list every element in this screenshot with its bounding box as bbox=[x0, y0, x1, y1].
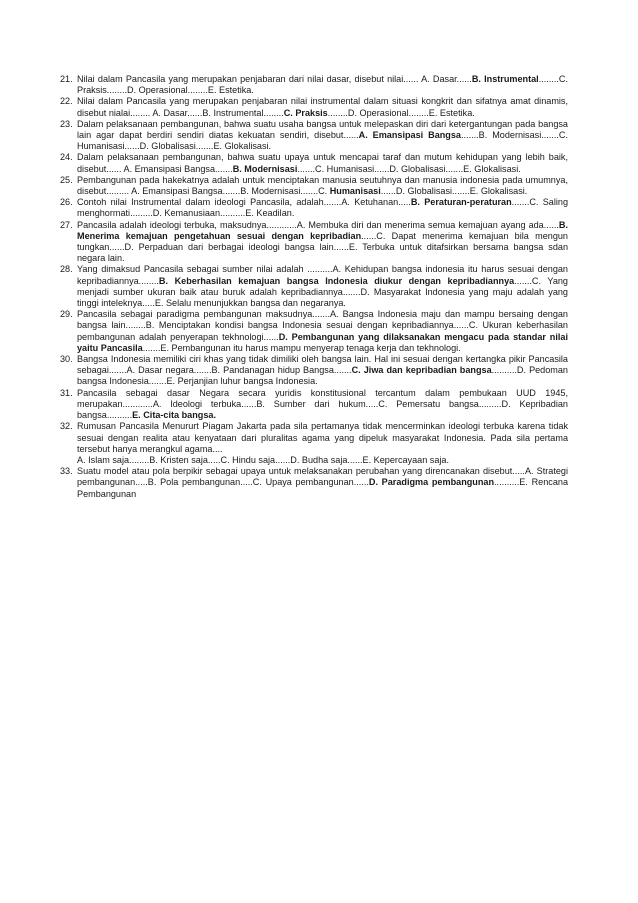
answer-key-text: B. Menerima kemajuan pengetahuan sesuai dengan kepribadian bbox=[77, 219, 568, 241]
question-text: ......C. Dapat menerima kemajuan bila mengun tungkan......D. Perpaduan dari berbagai ideologi bangsa lain......E. Terbuka untuk ditafsirkan bersama bangsa sdan negara lain. bbox=[77, 230, 568, 264]
answer-key-text: B. Peraturan-peraturan bbox=[410, 197, 512, 208]
question-text: .......C. Humanisasi......D. Globalisasi.......E. Glokalisasi. bbox=[297, 163, 521, 174]
question-text: Nilai dalam Pancasila yang merupakan penjabaran dari nilai dasar, disebut nilai...... A. Dasar...... bbox=[77, 74, 472, 84]
question-number: 21. bbox=[60, 74, 73, 84]
question-text: Suatu model atau pola berpikir sebagai upaya untuk melaksanakan perubahan yang direncanakan disebut.....A. Strategi pembangunan.....B. Pola pembangunan.....C. Upaya pembangunan...... bbox=[77, 466, 568, 488]
answer-key-text: C. Praksis bbox=[283, 107, 328, 118]
question-item bbox=[60, 466, 568, 500]
question-text: Yang dimaksud Pancasila sebagai sumber nilai adalah ..........A. Kehidupan bangsa indonesia itu harus sesuai dengan kepribadiannya........ bbox=[77, 264, 568, 286]
question-item bbox=[60, 421, 568, 466]
question-number: 24. bbox=[60, 152, 73, 163]
question-number: 30. bbox=[60, 354, 73, 365]
question-number: 22. bbox=[60, 96, 73, 107]
question-number: 25. bbox=[60, 174, 73, 185]
question-text: Dalam pelaksanaan pembangunan, bahwa suatu upaya untuk mencapai taraf dan mutum kehidupan yang lebih baik, disebut...... A. Emansipasi Bangsa....... bbox=[77, 152, 568, 174]
question-item bbox=[60, 264, 568, 309]
answer-key-text: C. Jiwa dan kepribadian bangsa bbox=[351, 365, 492, 376]
question-text: Pembangunan pada hakekatnya adalah untuk menciptakan manusia seutuhnya dan manusia indonesia pada umumnya, disebut......... A. Emansipasi Bangsa.......B. Modernisasi.......C. bbox=[77, 174, 568, 197]
answer-key-text: A. Emansipasi Bangsa bbox=[358, 130, 461, 141]
question-number: 26. bbox=[60, 197, 73, 208]
question-number: 32. bbox=[60, 421, 73, 432]
question-number: 23. bbox=[60, 118, 73, 129]
question-text: ..........D. Pedoman bangsa Indonesia.......E. Perjanjian luhur bangsa Indonesia. bbox=[77, 365, 568, 387]
question-text: ........D. Operasional........E. Estetika. bbox=[327, 107, 475, 118]
question-number: 33. bbox=[60, 466, 73, 477]
question-text: Pancasila sebagai paradigma pembangunan maksudnya.......A. Bangsa Indonesia maju dan mampu bersaing dengan bangsa lain........B. Menciptakan kondisi bangsa Indonesia sesuai dengan kepribadiannya......C. Ukuran keberhasilan pembangunan adalah penyerapan tekhnologi...... bbox=[77, 309, 568, 342]
question-text: ......D. Globalisasi.......E. Glokalisasi. bbox=[380, 186, 528, 197]
question-text: .......E. Pembangunan itu harus mampu menyerap tenaga kerja dan tekhnologi. bbox=[142, 342, 461, 353]
question-item bbox=[60, 96, 568, 118]
question-text: Pancasila sebagai dasar Negara secara yuridis konstitusional tercantum dalam pembukaan UUD 1945, merupakan............A. Ideologi terbuka......B. Sumber dari hukum.....C. Pemersatu bangsa.........D. Kepribadian bangsa.......... bbox=[77, 387, 568, 421]
question-text: Rumusan Pancasila Menururt Piagam Jakarta pada sila pertamanya tidak mencerminkan ideologi terbuka karena tidak sesuai dengan realita atau kenyataan dari pluralitas agama yang dipeluk masyarakat Indonesia. Pada sila pertama tersebut hanya merangkul agama.... A. Islam saja........B. Kristen saja.....C. Hindu saja......D. Budha saja......E. Kepercayaan saja. bbox=[77, 421, 568, 465]
question-text: Dalam pelaksanaan pembangunan, bahwa suatu usaha bangsa untuk melepaskan diri dari ketergantungan pada bangsa lain agar dapat berdiri sendiri diatas kekuatan sendiri, disebut...... bbox=[77, 118, 568, 141]
question-text: Contoh nilai Instrumental dalam ideologi Pancasila, adalah.......A. Ketuhanan..... bbox=[77, 197, 411, 208]
question-number: 28. bbox=[60, 264, 73, 275]
question-item bbox=[60, 152, 568, 174]
question-number: 31. bbox=[60, 387, 73, 398]
question-item bbox=[60, 309, 568, 354]
question-list bbox=[60, 74, 568, 500]
question-item bbox=[60, 197, 568, 219]
question-number: 27. bbox=[60, 219, 73, 230]
answer-key-text: E. Cita-cita bangsa. bbox=[132, 410, 216, 421]
question-number: 29. bbox=[60, 309, 73, 320]
question-text: ..........E. Rencana Pembangunan bbox=[77, 477, 568, 499]
answer-key-text: B. Instrumental bbox=[471, 74, 539, 84]
question-text: Bangsa Indonesia memiliki ciri khas yang tidak dimiliki oleh bangsa lain. Hal ini sesuai dengan kertangka pikir Pancasila sebagai.......A. Dasar negara.......B. Pandanagan hidup Bangsa....... bbox=[77, 354, 568, 376]
question-item bbox=[60, 220, 568, 265]
question-text: .......C. Saling menghormati.........D. Kemanusiaan..........E. Keadilan. bbox=[77, 197, 569, 219]
answer-key-text: Humanisasi bbox=[329, 186, 381, 197]
question-text: ........C. Praksis........D. Operasional........E. Estetika. bbox=[77, 74, 568, 96]
answer-key-text: B. Modernisasi bbox=[232, 163, 298, 174]
question-item bbox=[60, 388, 568, 422]
answer-key-text: D. Paradigma pembangunan bbox=[368, 477, 495, 488]
question-text: Pancasila adalah ideologi terbuka, maksudnya............A. Membuka diri dan menerima semua kemajuan ayang ada...... bbox=[77, 219, 559, 230]
question-text: Nilai dalam Pancasila yang merupakan penjabaran nilai instrumental dalam situasi kongkrit dan sifatnya amat dinamis, disebut nialai........ A. Dasar......B. Instrumental........ bbox=[77, 96, 568, 118]
question-item bbox=[60, 74, 568, 96]
question-item bbox=[60, 119, 568, 153]
question-item bbox=[60, 175, 568, 197]
question-item bbox=[60, 354, 568, 388]
answer-key-text: B. Keberhasilan kemajuan bangsa Indonesia diukur dengan kepribadiannya bbox=[158, 275, 515, 286]
question-text: .......B. Modernisasi.......C. Humanisasi......D. Globalisasi.......E. Glokalisasi. bbox=[77, 130, 569, 152]
question-text: .......C. Yang menjadi sumber ukuran baik atau buruk adalah kepribadiannya.......D. Masyarakat Indonesia yang maju adalah yang tinggi inteleknya.....E. Selalu menunjukkan bangsa dan negaranya. bbox=[77, 275, 568, 309]
answer-key-text: D. Pembangunan yang dilaksanakan mengacu pada standar nilai yaitu Pancasila bbox=[77, 331, 568, 353]
